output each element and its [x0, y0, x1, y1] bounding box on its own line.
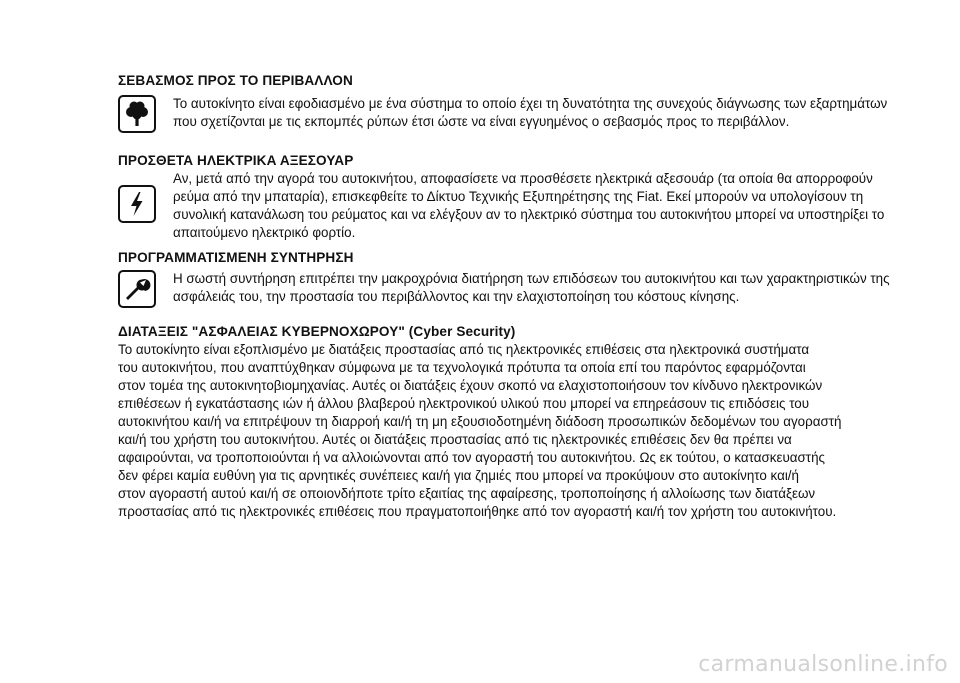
body-line: στον τομέα της αυτοκινητοβιομηχανίας. Αυτές οι διατάξεις έχουν σκοπό να ελαχιστοποιήσουν τον κίνδυνο ηλεκτρονικών: [118, 378, 823, 393]
section-scheduled-maintenance: [118, 249, 908, 310]
body-line: Αν, μετά από την αγορά του αυτοκινήτου, αποφασίσετε να προσθέσετε ηλεκτρικά αξεσουάρ (τα οποία θα απορροφούν: [173, 171, 873, 186]
tree-icon: [118, 95, 156, 133]
section-body: [173, 170, 908, 242]
body-line: δεν φέρει καμία ευθύνη για τις αρνητικές συνέπειες και/ή για ζημιές που μπορεί να προκύψουν στο αυτοκίνητο και/ή: [118, 468, 799, 483]
section-body: [118, 341, 908, 521]
section-title: ΠΡΟΓΡΑΜΜΑΤΙΣΜΕΝΗ ΣΥΝΤΗΡΗΣΗ: [118, 250, 354, 265]
body-line: του αυτοκινήτου, που αναπτύχθηκαν σύμφωνα με τα τεχνολογικά πρότυπα τα οποία επί του παρόντος εφαρμόζονται: [118, 360, 806, 375]
body-line: ασφάλειάς του, την προστασία του περιβάλλοντος και την ελαχιστοποίηση του κόστους κίνησης.: [173, 289, 740, 304]
section-cyber-security: [118, 323, 908, 521]
body-line: και/ή του χρήστη του αυτοκινήτου. Αυτές οι διατάξεις προστασίας από τις ηλεκτρονικές επιθέσεις δεν θα πρέπει να: [118, 432, 792, 447]
section-title: ΔΙΑΤΑΞΕΙΣ "ΑΣΦΑΛΕΙΑΣ ΚΥΒΕΡΝΟΧΩΡΟΥ" (Cyber Security): [118, 324, 516, 339]
body-line: προστασίας από τις ηλεκτρονικές επιθέσεις που πραγματοποιήθηκε από τον αγοραστή και/ή τον χρήστη του αυτοκινήτου.: [118, 504, 837, 519]
body-line: στον αγοραστή αυτού και/ή σε οποιονδήποτε τρίτο εξαιτίας της αφαίρεσης, τροποποίησης ή αλλοίωσης των διατάξεων: [118, 486, 816, 501]
section-body: [173, 95, 908, 131]
body-line: που σχετίζονται με τις εκπομπές ρύπων έτσι ώστε να είναι εγγυημένος ο σεβασμός προς το περιβάλλον.: [173, 114, 790, 129]
section-body: [173, 270, 908, 306]
manual-page: [118, 72, 908, 521]
lightning-icon: [118, 185, 156, 223]
section-environment: [118, 72, 908, 137]
body-line: Το αυτοκίνητο είναι εφοδιασμένο με ένα σύστημα το οποίο έχει τη δυνατότητα της συνεχούς διάγνωσης των εξαρτημάτων: [173, 96, 888, 111]
watermark: carmanualsonline.info: [698, 652, 948, 677]
section-title: ΠΡΟΣΘΕΤΑ ΗΛΕΚΤΡΙΚΑ ΑΞΕΣΟΥΑΡ: [118, 153, 354, 168]
body-line: απαιτούμενο ηλεκτρικό φορτίο.: [173, 225, 356, 240]
section-title: ΣΕΒΑΣΜΟΣ ΠΡΟΣ ΤΟ ΠΕΡΙΒΑΛΛΟΝ: [118, 73, 353, 88]
body-line: αφαιρούνται, να τροποποιούνται ή να αλλοιώνονται από τον αγοραστή του αυτοκινήτου. Ως εκ τούτου, ο κατασκευαστής: [118, 450, 825, 465]
body-line: αυτοκινήτου και/ή να επιτρέψουν τη διαρροή και/ή τη μη εξουσιοδοτημένη διάδοση προσωπικών δεδομένων του αγοραστή: [118, 414, 842, 429]
body-line: Το αυτοκίνητο είναι εξοπλισμένο με διατάξεις προστασίας από τις ηλεκτρονικές επιθέσεις στα ηλεκτρονικά συστήματα: [118, 342, 810, 357]
body-line: συνολική κατανάλωση του ρεύματος και να ελέγξουν αν το ηλεκτρικό σύστημα του αυτοκινήτου μπορεί να υποστηρίξει το: [173, 207, 885, 222]
body-line: ρεύμα από την μπαταρία), επισκεφθείτε το Δίκτυο Τεχνικής Εξυπηρέτησης της Fiat. Εκεί μπορούν να υπολογίσουν τη: [173, 189, 864, 204]
body-line: επιθέσεων ή εγκατάστασης ιών ή άλλου βλαβερού ηλεκτρονικού υλικού που μπορεί να επηρεάσουν τις επιδόσεις του: [118, 396, 810, 411]
body-line: Η σωστή συντήρηση επιτρέπει την μακροχρόνια διατήρηση των επιδόσεων του αυτοκινήτου και των χαρακτηριστικών της: [173, 271, 890, 286]
section-electrical-accessories: [118, 152, 908, 242]
wrench-icon: [118, 270, 156, 308]
